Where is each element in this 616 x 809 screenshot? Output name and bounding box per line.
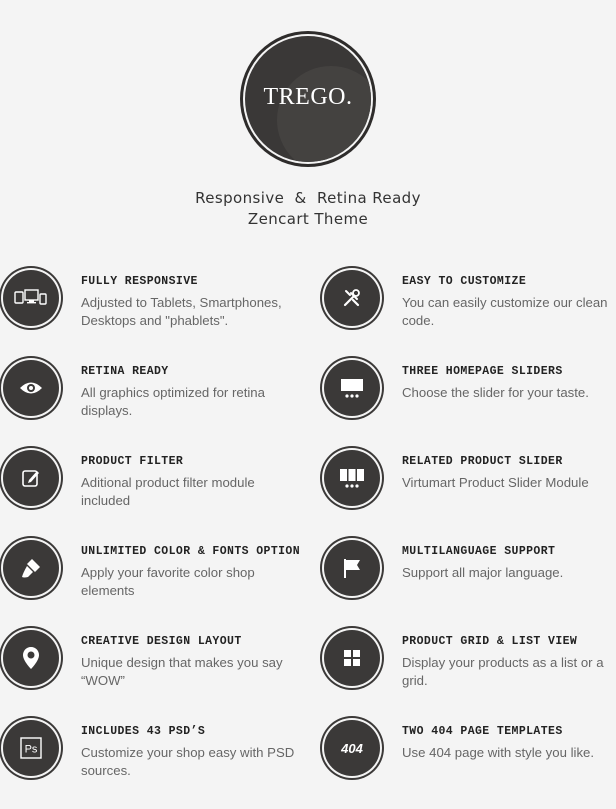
- eye-icon: [3, 360, 59, 416]
- feature-product-filter: [3, 450, 303, 520]
- flag-icon: [324, 540, 380, 596]
- feature-title: MULTILANGUAGE SUPPORT: [402, 545, 556, 558]
- feature-unlimited-color-fonts: [3, 540, 303, 610]
- brush-icon: [3, 540, 59, 596]
- feature-title: PRODUCT GRID & LIST VIEW: [402, 635, 578, 648]
- feature-description: Customize your shop easy with PSD sources.: [81, 745, 295, 778]
- edit-icon: [3, 450, 59, 506]
- feature-related-product-slider: [324, 450, 616, 520]
- feature-three-homepage-sliders: [324, 360, 616, 430]
- location-pin-icon: [3, 630, 59, 686]
- feature-title: PRODUCT FILTER: [81, 455, 184, 468]
- feature-description: Choose the slider for your taste.: [402, 385, 589, 400]
- feature-multilanguage-support: [324, 540, 616, 610]
- feature-retina-ready: [3, 360, 303, 430]
- feature-title: INCLUDES 43 PSD’S: [81, 725, 206, 738]
- 404-icon-label: 404: [341, 741, 363, 756]
- tools-icon: [324, 270, 380, 326]
- feature-title: THREE HOMEPAGE SLIDERS: [402, 365, 563, 378]
- tagline: [0, 188, 616, 230]
- product-slider-icon: [324, 450, 380, 506]
- feature-description: Virtumart Product Slider Module: [402, 475, 589, 490]
- feature-easy-to-customize: [324, 270, 616, 340]
- feature-title: TWO 404 PAGE TEMPLATES: [402, 725, 563, 738]
- trego-logo: [245, 36, 371, 162]
- grid-icon: [324, 630, 380, 686]
- feature-title: RETINA READY: [81, 365, 169, 378]
- slider-icon: [324, 360, 380, 416]
- tagline-line-2: Zencart Theme: [247, 210, 369, 228]
- feature-product-grid-list-view: [324, 630, 616, 700]
- photoshop-icon-label: Ps: [24, 743, 38, 756]
- photoshop-icon: [3, 720, 59, 776]
- 404-icon: [324, 720, 380, 776]
- logo-text: TREGO.: [263, 84, 353, 110]
- feature-description: Use 404 page with style you like.: [402, 745, 595, 760]
- feature-title: FULLY RESPONSIVE: [81, 275, 198, 288]
- feature-description: Aditional product filter module included: [81, 475, 255, 508]
- feature-description: Apply your favorite color shop elements: [81, 565, 255, 598]
- feature-creative-design-layout: [3, 630, 303, 700]
- logo-highlight: [277, 66, 371, 162]
- feature-description: Display your products as a list or a grid.: [402, 655, 604, 688]
- feature-description: Unique design that makes you say “WOW”: [81, 655, 283, 688]
- feature-title: UNLIMITED COLOR & FONTS OPTION: [81, 545, 301, 558]
- feature-description: You can easily customize our clean code.: [402, 295, 608, 328]
- feature-title: RELATED PRODUCT SLIDER: [402, 455, 563, 468]
- feature-description: All graphics optimized for retina displays.: [81, 385, 265, 418]
- feature-fully-responsive: [3, 270, 303, 340]
- feature-title: EASY TO CUSTOMIZE: [402, 275, 527, 288]
- feature-two-404-page-templates: [324, 720, 616, 790]
- tagline-line-1: Responsive & Retina Ready: [195, 189, 421, 207]
- feature-includes-psds: [3, 720, 303, 790]
- feature-description: Adjusted to Tablets, Smartphones, Desktops and "phablets".: [81, 295, 282, 328]
- feature-description: Support all major language.: [402, 565, 564, 580]
- devices-icon: [3, 270, 59, 326]
- feature-title: CREATIVE DESIGN LAYOUT: [81, 635, 242, 648]
